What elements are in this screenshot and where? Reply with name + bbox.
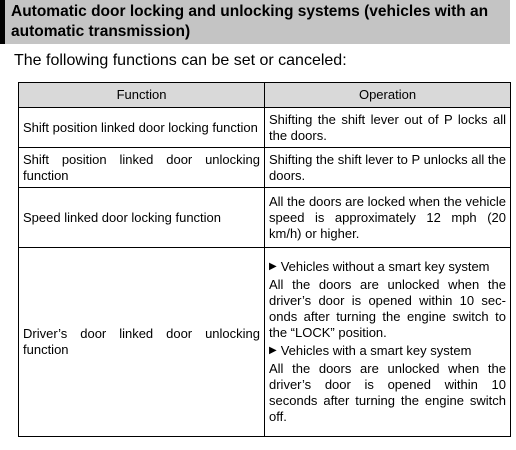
operation-cell: Shifting the shift lever to P unlocks all the doors. bbox=[265, 148, 511, 188]
operation-cell: All the doors are locked when the vehicle speed is approximately 12 mph (20 km/h) or higher. bbox=[265, 188, 511, 248]
function-cell: Driver’s door linked door unlocking function bbox=[19, 248, 265, 437]
triangle-bullet-icon: ▶ bbox=[269, 261, 277, 272]
function-cell: Speed linked door locking function bbox=[19, 188, 265, 248]
function-cell: Shift position linked door locking function bbox=[19, 108, 265, 148]
subheading-text: Vehicles without a smart key system bbox=[280, 259, 490, 274]
intro-text: The following functions can be set or canceled: bbox=[14, 52, 347, 69]
section-title-line-2: automatic transmission) bbox=[11, 23, 191, 40]
section-title-line-1: Automatic door locking and unlocking systems (vehicles with an bbox=[11, 3, 489, 20]
section-heading bbox=[0, 0, 510, 44]
subheading-with-smart-key bbox=[269, 343, 506, 359]
table-row bbox=[19, 108, 511, 148]
table-row bbox=[19, 248, 511, 437]
operation-cell: Shifting the shift lever out of P locks all the doors. bbox=[265, 108, 511, 148]
subheading-text: Vehicles with a smart key system bbox=[280, 343, 472, 358]
triangle-bullet-icon: ▶ bbox=[269, 345, 277, 356]
table-header-row bbox=[19, 83, 511, 108]
operation-cell bbox=[265, 248, 511, 437]
header-operation: Operation bbox=[265, 83, 511, 108]
header-function: Function bbox=[19, 83, 265, 108]
table-row bbox=[19, 148, 511, 188]
operation-text-with-smart-key: All the doors are unlocked when the driver’s door is opened within 10 seconds after turning the engine switch off. bbox=[269, 361, 506, 424]
table-row bbox=[19, 188, 511, 248]
functions-table bbox=[18, 82, 511, 437]
subheading-without-smart-key bbox=[269, 259, 506, 275]
operation-text-without-smart-key: All the doors are unlocked when the driver’s door is opened within 10 sec-onds after turning the engine switch to the “LOCK” position. bbox=[269, 277, 506, 340]
function-cell: Shift position linked door unlocking function bbox=[19, 148, 265, 188]
